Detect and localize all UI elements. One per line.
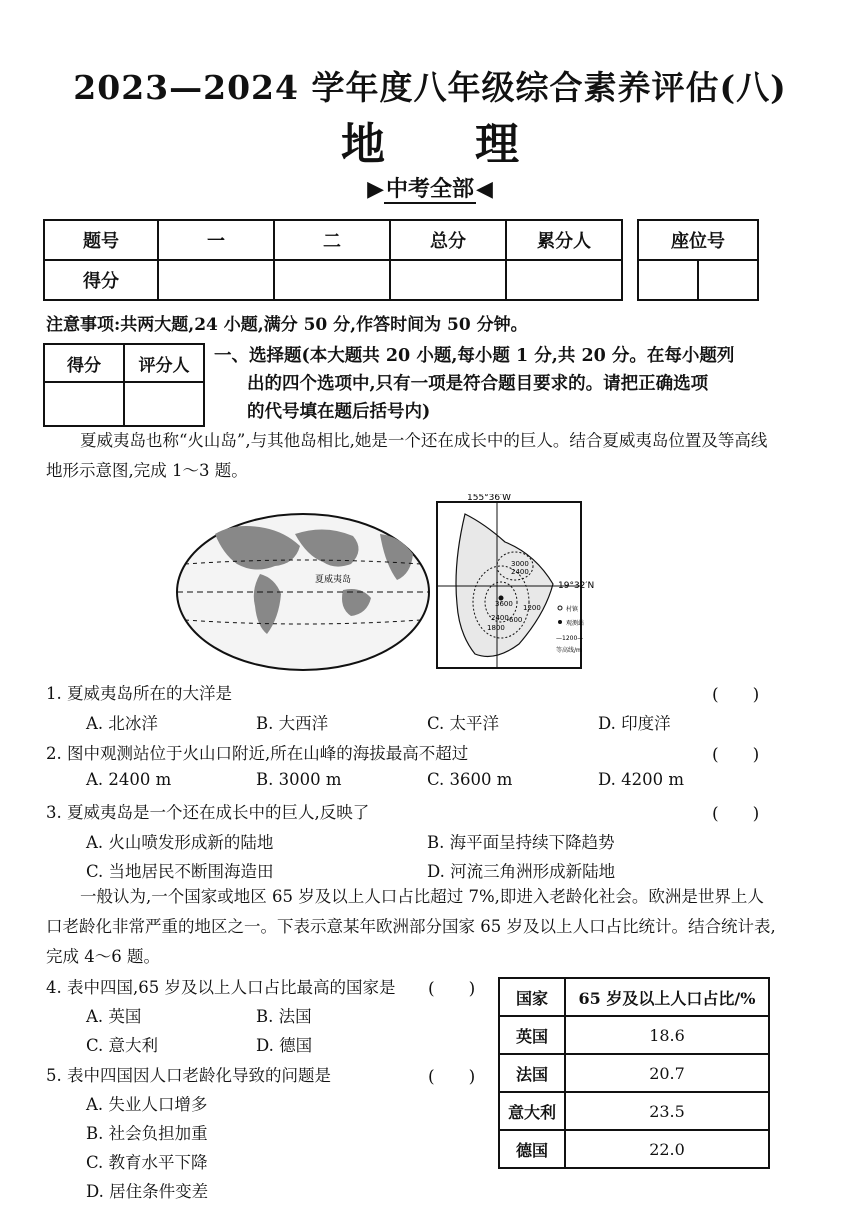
stat-country: 意大利 [499,1092,565,1130]
contour-label: 2400 [491,614,509,622]
section-line-3: 的代号填在题后括号内) [247,402,431,422]
world-map [177,514,429,670]
table-row [499,1054,769,1092]
question-2-option-a: A. 2400 m [86,770,172,789]
stat-header-ratio: 65 岁及以上人口占比/% [565,978,769,1016]
contour-label: 3600 [495,600,513,608]
score-table-header-qnum: 题号 [44,220,158,260]
section-line-1: 一、选择题(本大题共 20 小题,每小题 1 分,共 20 分。在每小题列 [214,346,735,366]
intro-paragraph-hawaii: 夏威夷岛也称“火山岛”,与其他岛相比,她是一个还在成长中的巨人。结合夏威夷岛位置及等高线地形示意图,完成 1～3 题。 [46,431,768,480]
question-3-option-d: D. 河流三角洲形成新陆地 [427,862,616,881]
stat-value: 18.6 [565,1016,769,1054]
grader-name-cell[interactable] [124,382,204,426]
stat-country: 法国 [499,1054,565,1092]
score-table-row-label: 得分 [44,260,158,300]
seat-cell[interactable] [638,260,698,300]
question-1-option-c: C. 太平洋 [427,714,500,733]
latitude-label: 19°32′N [558,581,595,591]
score-table-header-1: 一 [158,220,274,260]
island-contour-map [437,494,594,668]
question-3-option-a: A. 火山喷发形成新的陆地 [86,833,274,852]
contour-label: 1200 [523,604,541,612]
world-map-label: 夏威夷岛 [315,575,352,585]
aging-stat-table [498,977,770,1169]
grader-score-label: 得分 [44,344,124,382]
question-5-option-a: A. 失业人口增多 [86,1095,208,1114]
score-table-header-total: 总分 [390,220,506,260]
question-3-answer-blank[interactable]: ( ) [712,804,760,824]
question-4-stem: 4. 表中四国,65 岁及以上人口占比最高的国家是 [46,978,396,997]
question-5-answer-blank[interactable]: ( ) [428,1067,476,1087]
question-3-stem: 3. 夏威夷岛是一个还在成长中的巨人,反映了 [46,803,370,822]
seat-label: 座位号 [638,220,758,260]
table-row [499,1092,769,1130]
question-5-stem: 5. 表中四国因人口老龄化导致的问题是 [46,1066,331,1085]
stat-value: 20.7 [565,1054,769,1092]
legend-station: 观测站 [566,620,585,627]
contour-label: 2400 [511,568,529,576]
legend-contour-unit: 等高线/m [556,647,582,654]
score-table-header-2: 二 [274,220,390,260]
score-cell[interactable] [158,260,274,300]
question-1-option-a: A. 北冰洋 [86,714,158,733]
stat-country: 英国 [499,1016,565,1054]
exam-title: 2023—2024 学年度八年级综合素养评估(八) [73,68,787,107]
table-row [499,1130,769,1168]
intro-paragraph-aging: 一般认为,一个国家或地区 65 岁及以上人口占比超过 7%,即进入老龄化社会。欧洲是世界上人口老龄化非常严重的地区之一。下表示意某年欧洲部分国家 65 岁及以上人口占比统计。结合统计表,完成 4～6 题。 [46,887,776,966]
question-5-option-c: C. 教育水平下降 [86,1153,208,1172]
longitude-label: 155°36′W [467,494,512,503]
question-2-option-b: B. 3000 m [256,770,342,789]
contour-label: 600 [509,616,523,624]
maps-figure [175,494,595,672]
score-cell[interactable] [506,260,622,300]
seat-table [637,219,759,301]
stat-value: 23.5 [565,1092,769,1130]
arrow-right-icon: ▶ [367,176,384,202]
section-line-2: 出的四个选项中,只有一项是符合题目要求的。请把正确选项 [247,374,709,394]
score-table-header-accumulator: 累分人 [506,220,622,260]
stat-country: 德国 [499,1130,565,1168]
question-4-option-b: B. 法国 [256,1007,312,1026]
question-1-answer-blank[interactable]: ( ) [712,685,760,705]
notice: 注意事项:共两大题,24 小题,满分 50 分,作答时间为 50 分钟。 [46,315,528,335]
question-1-stem: 1. 夏威夷岛所在的大洋是 [46,684,232,703]
question-4-option-c: C. 意大利 [86,1036,159,1055]
question-4-option-d: D. 德国 [256,1036,313,1055]
question-3-option-b: B. 海平面呈持续下降趋势 [427,833,615,852]
section-instructions [214,342,774,426]
question-2-option-d: D. 4200 m [598,770,685,789]
table-row [499,1016,769,1054]
grader-table [43,343,205,427]
question-2-option-c: C. 3600 m [427,770,513,789]
question-4-option-a: A. 英国 [86,1007,142,1026]
legend-village: 村镇 [566,606,579,613]
seat-cell[interactable] [698,260,758,300]
question-1-option-b: B. 大西洋 [256,714,329,733]
subject-title: 地理 [341,119,609,170]
question-2-stem: 2. 图中观测站位于火山口附近,所在山峰的海拔最高不超过 [46,744,469,763]
legend-contour-sample: —1200— [556,635,584,642]
arrow-left-icon: ◀ [476,176,493,202]
score-cell[interactable] [274,260,390,300]
question-2-answer-blank[interactable]: ( ) [712,745,760,765]
score-table [43,219,623,301]
score-cell[interactable] [390,260,506,300]
grader-name-label: 评分人 [124,344,204,382]
question-5-option-d: D. 居住条件变差 [86,1182,209,1201]
question-3-option-c: C. 当地居民不断围海造田 [86,862,274,881]
scope-label: 中考全部 [385,176,474,202]
stat-header-country: 国家 [499,978,565,1016]
exam-scope [0,172,860,203]
question-1-option-d: D. 印度洋 [598,714,671,733]
question-4-answer-blank[interactable]: ( ) [428,979,476,999]
grader-score-cell[interactable] [44,382,124,426]
question-5-option-b: B. 社会负担加重 [86,1124,208,1143]
contour-label: 1800 [487,624,505,632]
stat-value: 22.0 [565,1130,769,1168]
contour-label: 3000 [511,560,529,568]
